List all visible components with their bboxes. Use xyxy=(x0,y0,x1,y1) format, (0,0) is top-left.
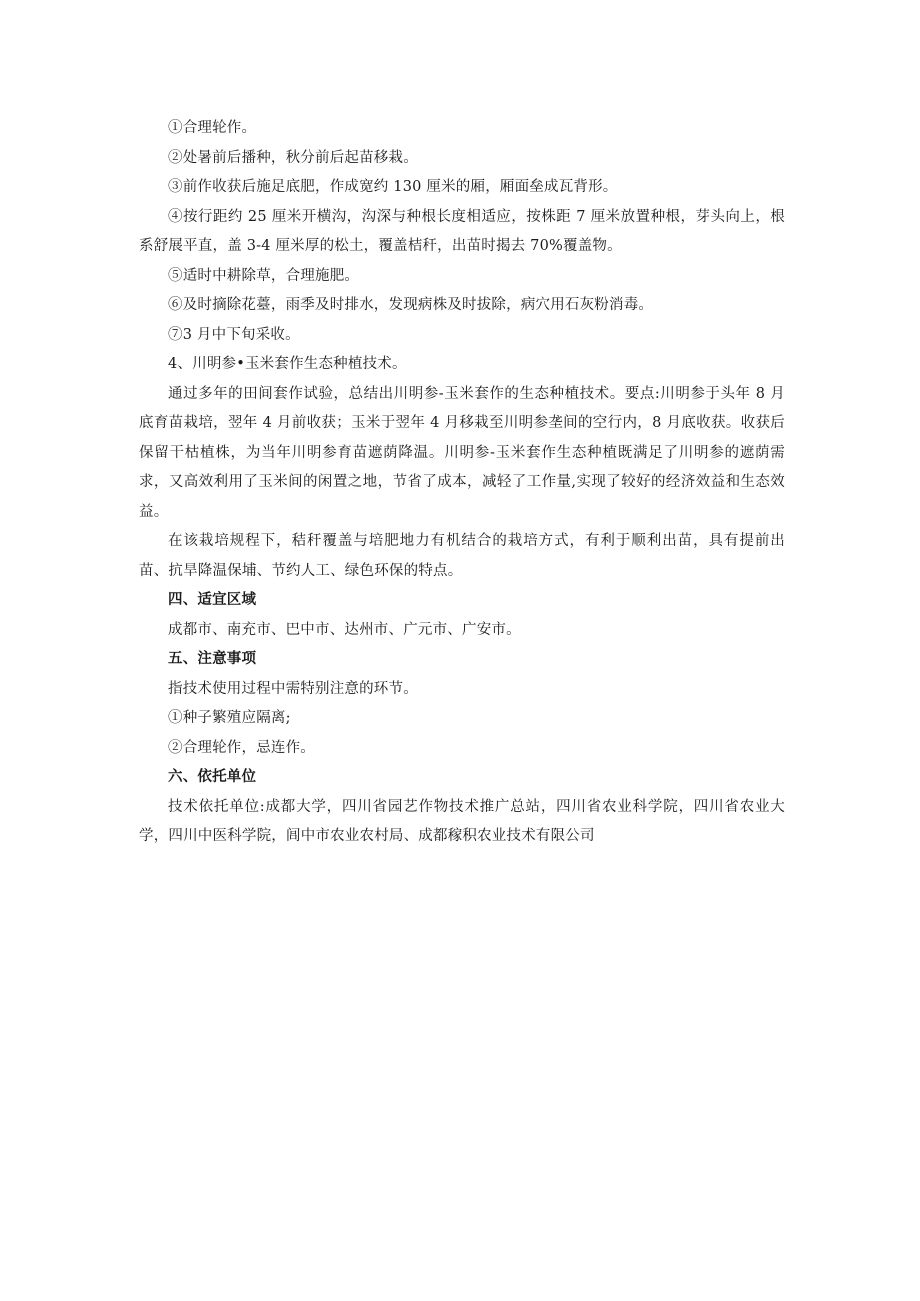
region-text: 成都市、南充市、巴中市、达州市、广元市、广安市。 xyxy=(168,621,521,638)
step-1: ①合理轮作。 xyxy=(168,120,257,136)
section-4-paragraph-2: 在该栽培规程下，秸秆覆盖与培肥地力有机结合的栽培方式，有利于顺利出苗，具有提前出苗、抗旱降温保埔、节约人工、绿色环保的特点。 xyxy=(139,533,785,579)
support-heading: 六、依托单位 xyxy=(168,769,257,785)
notes-intro: 指技术使用过程中需特别注意的环节。 xyxy=(168,680,418,697)
notes-heading: 五、注意事项 xyxy=(168,651,257,667)
region-heading: 四、适宜区域 xyxy=(168,592,257,608)
step-3: ③前作收获后施足底肥，作成宽约 130 厘米的厢，厢面垒成瓦背形。 xyxy=(168,179,618,195)
notes-item-2: ②合理轮作，忌连作。 xyxy=(168,739,315,756)
step-5: ⑤适时中耕除草，合理施肥。 xyxy=(168,267,360,284)
section-4-title: 4、川明参•玉米套作生态种植技术。 xyxy=(168,356,407,372)
step-4: ④按行距约 25 厘米开横沟，沟深与种根长度相适应，按株距 7 厘米放置种根，芽头向上，根系舒展平直，盖 3-4 厘米厚的松土，覆盖桔秆，出苗时揭去 70%覆盖物。 xyxy=(139,208,785,254)
section-4-paragraph-1: 通过多年的田间套作试验，总结出川明参-玉米套作的生态种植技术。要点:川明参于头年 8 月底育苗栽培，翌年 4 月前收获；玉米于翌年 4 月移栽至川明参垄间的空行内，8 月底收获。收获后保留干枯植株，为当年川明参育苗遮荫降温。川明参-玉米套作生态种植既满足了川明参的遮荫需求，又高效利用了玉米间的闲置之地，节省了成本，减轻了工作量,实现了较好的经济效益和生态效益。 xyxy=(139,385,785,520)
support-text: 技术依托单位:成都大学，四川省园艺作物技术推广总站，四川省农业科学院，四川省农业大学，四川中医科学院，闾中市农业农村局、成都稼积农业技术有限公司 xyxy=(139,798,785,844)
step-7: ⑦3 月中下旬采收。 xyxy=(168,326,300,343)
notes-item-1: ①种子繁殖应隔离; xyxy=(168,710,291,726)
step-2: ②处暑前后播种，秋分前后起苗移栽。 xyxy=(168,149,418,166)
document-body xyxy=(139,114,785,852)
step-6: ⑥及时摘除花薹，雨季及时排水，发现病株及时拔除，病穴用石灰粉消毒。 xyxy=(168,297,654,313)
